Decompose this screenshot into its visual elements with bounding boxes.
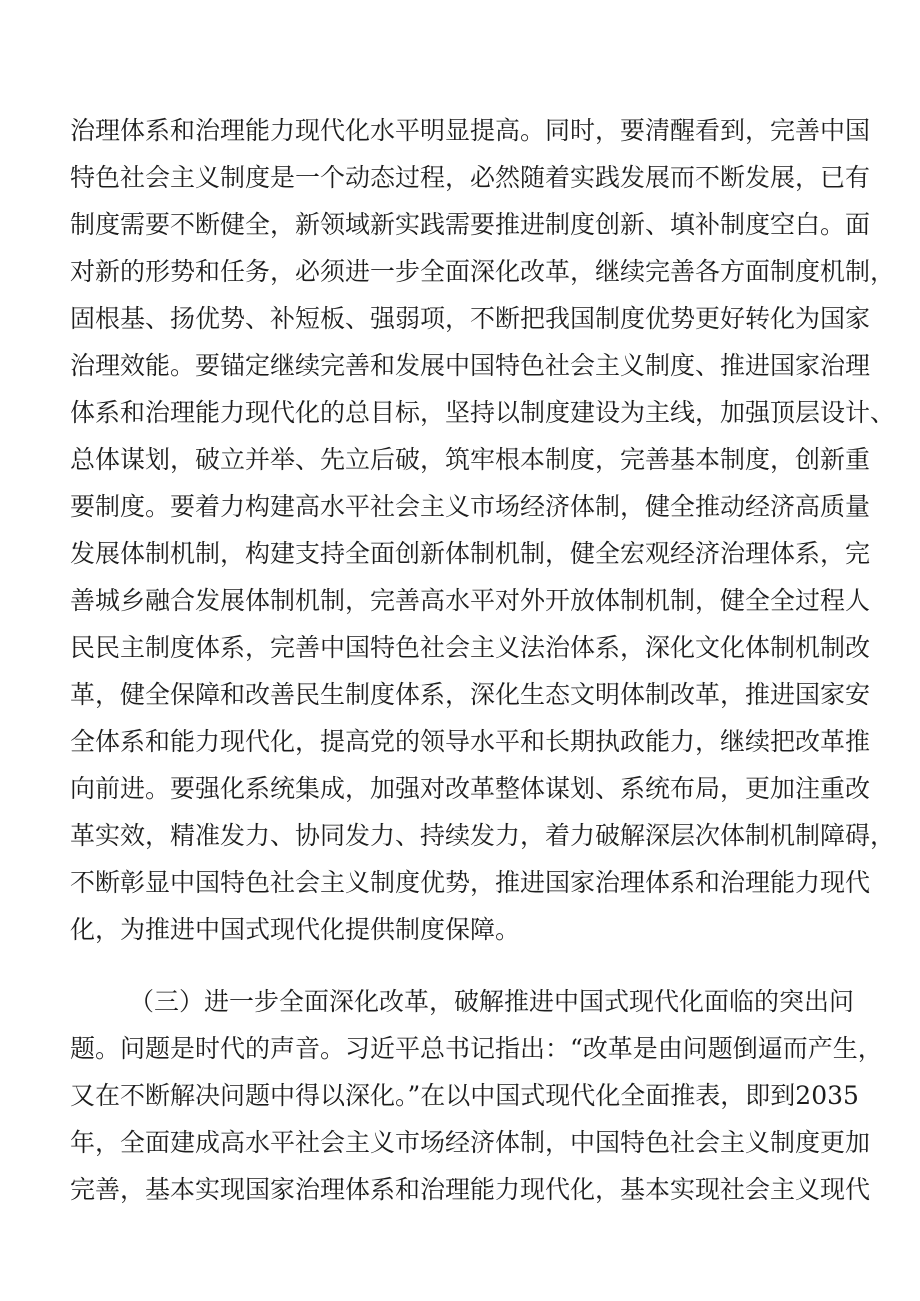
- paragraph-1-line-2: 特色社会主义制度是一个动态过程，必然随着实践发展而不断发展，已有: [70, 163, 871, 192]
- paragraph-2-line-3: 又在不断解决问题中得以深化。”在以中国式现代化全面推表，即到2035: [70, 1081, 859, 1110]
- paragraph-1-line-6: 治理效能。要锚定继续完善和发展中国特色社会主义制度、推进国家治理: [70, 351, 871, 380]
- paragraph-1-line-8: 总体谋划，破立并举、先立后破，筑牢根本制度，完善基本制度，创新重: [70, 445, 871, 474]
- paragraph-1-line-12: 民民主制度体系，完善中国特色社会主义法治体系，深化文化体制机制改: [70, 633, 871, 662]
- paragraph-1-line-5: 固根基、扬优势、补短板、强弱项，不断把我国制度优势更好转化为国家: [70, 304, 871, 333]
- paragraph-2-line-2: 题。问题是时代的声音。习近平总书记指出：“改革是由问题倒逼而产生，: [70, 1034, 883, 1063]
- paragraph-1-line-14: 全体系和能力现代化，提高党的领导水平和长期执政能力，继续把改革推: [70, 727, 871, 756]
- paragraph-2-line-5: 完善，基本实现国家治理体系和治理能力现代化，基本实现社会主义现代: [70, 1175, 871, 1204]
- paragraph-1-line-9: 要制度。要着力构建高水平社会主义市场经济体制，健全推动经济高质量: [70, 492, 871, 521]
- paragraph-1-line-17: 不断彰显中国特色社会主义制度优势，推进国家治理体系和治理能力现代: [70, 868, 871, 897]
- paragraph-1-line-15: 向前进。要强化系统集成，加强对改革整体谋划、系统布局，更加注重改: [70, 774, 871, 803]
- paragraph-1-line-10: 发展体制机制，构建支持全面创新体制机制，健全宏观经济治理体系，完: [70, 539, 871, 568]
- paragraph-1-line-16: 革实效，精准发力、协同发力、持续发力，着力破解深层次体制机制障碍，: [70, 821, 896, 850]
- paragraph-1-line-13: 革，健全保障和改善民生制度体系，深化生态文明体制改革，推进国家安: [70, 680, 871, 709]
- paragraph-1-line-3: 制度需要不断健全，新领域新实践需要推进制度创新、填补制度空白。面: [70, 210, 871, 239]
- paragraph-2-line-4: 年，全面建成高水平社会主义市场经济体制，中国特色社会主义制度更加: [70, 1128, 871, 1157]
- paragraph-1-line-18: 化，为推进中国式现代化提供制度保障。: [70, 915, 521, 944]
- paragraph-1-line-4: 对新的形势和任务，必须进一步全面深化改革，继续完善各方面制度机制，: [70, 257, 896, 286]
- paragraph-1-line-1: 治理体系和治理能力现代化水平明显提高。同时，要清醒看到，完善中国: [70, 116, 871, 145]
- paragraph-1-line-11: 善城乡融合发展体制机制，完善高水平对外开放体制机制，健全全过程人: [70, 586, 871, 615]
- paragraph-2-line-1: （三）进一步全面深化改革，破解推进中国式现代化面临的突出问: [129, 987, 855, 1016]
- paragraph-1-line-7: 体系和治理能力现代化的总目标，坚持以制度建设为主线，加强顶层设计、: [70, 398, 896, 427]
